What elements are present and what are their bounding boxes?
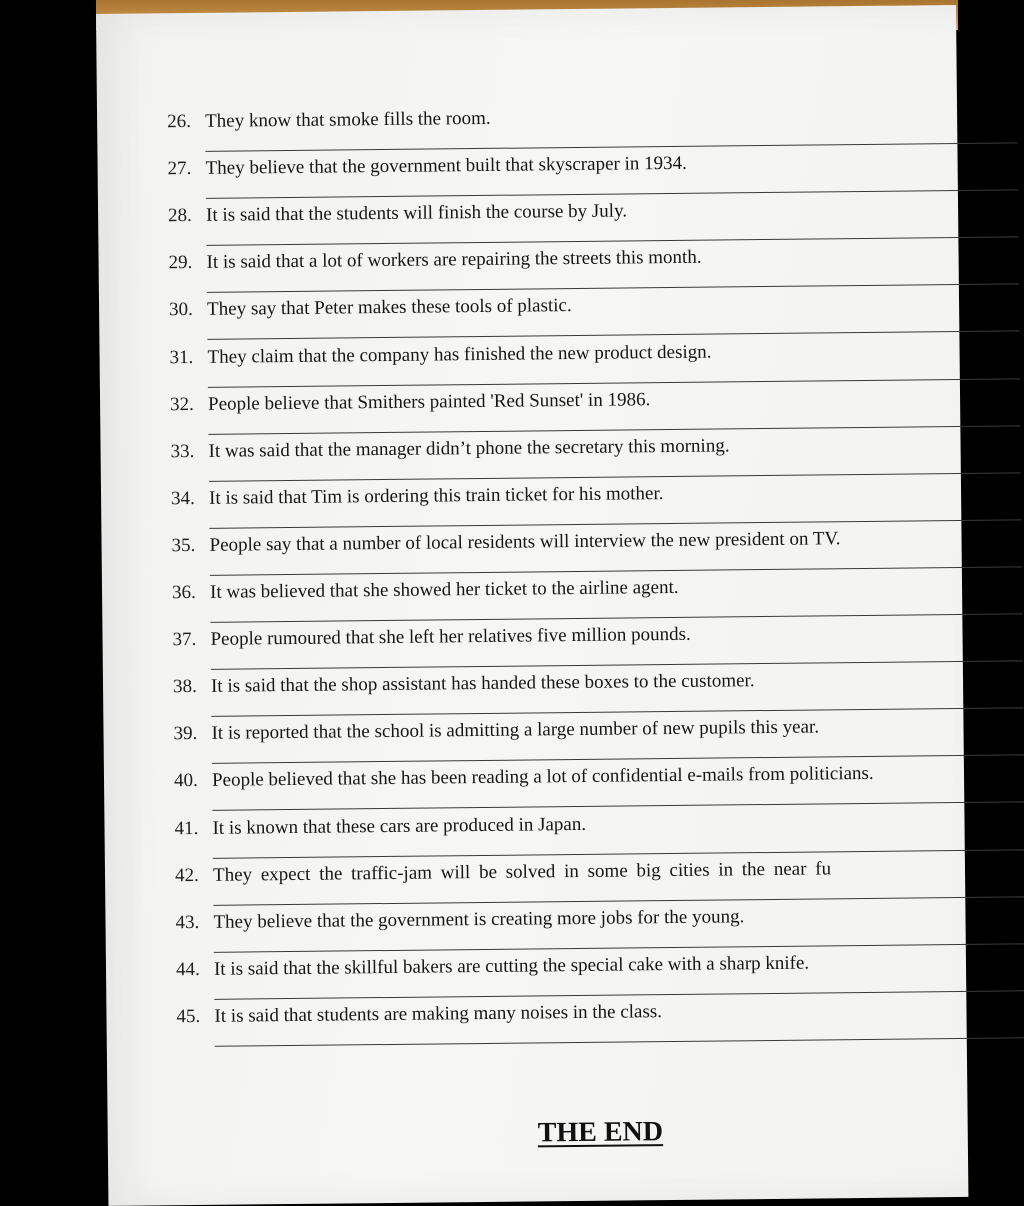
item-sentence: They expect the traffic-jam will be solved in some big cities in the near fu bbox=[212, 857, 832, 886]
answer-line[interactable] bbox=[209, 472, 1021, 482]
exercise-item bbox=[176, 998, 996, 1028]
item-sentence: It is known that these cars are produced in Japan. bbox=[212, 813, 587, 839]
exercise-item bbox=[169, 385, 990, 415]
answer-line[interactable] bbox=[211, 660, 1023, 670]
answer-line[interactable] bbox=[205, 142, 1017, 152]
item-sentence: It is said that Tim is ordering this train ticket for his mother. bbox=[208, 482, 664, 509]
item-number: 34. bbox=[170, 487, 195, 510]
exercise-item bbox=[171, 574, 992, 604]
exercise-item bbox=[173, 715, 993, 745]
exercise-item bbox=[172, 621, 992, 651]
answer-line[interactable] bbox=[212, 802, 1024, 812]
exercise-item bbox=[167, 150, 988, 180]
item-number: 29. bbox=[168, 252, 193, 274]
exercise-item bbox=[168, 244, 989, 274]
exercise-item bbox=[174, 856, 995, 886]
answer-line[interactable] bbox=[206, 237, 1018, 247]
answer-line[interactable] bbox=[207, 331, 1019, 341]
exercise-item bbox=[173, 762, 994, 792]
exercise-item bbox=[175, 950, 996, 981]
item-sentence: People say that a number of local residents will interview the new president on TV. bbox=[209, 528, 841, 556]
exercise-item bbox=[169, 338, 989, 368]
item-number: 42. bbox=[174, 864, 199, 886]
item-sentence: They believe that the government is creating more jobs for the young. bbox=[213, 905, 745, 933]
item-number: 30. bbox=[168, 299, 193, 321]
item-number: 35. bbox=[171, 534, 196, 557]
item-sentence: They know that smoke fills the room. bbox=[205, 107, 491, 132]
exercise-item bbox=[168, 291, 989, 321]
item-number: 41. bbox=[174, 817, 199, 839]
answer-line[interactable] bbox=[212, 755, 1024, 765]
answer-line[interactable] bbox=[208, 425, 1020, 435]
item-sentence: It is said that a lot of workers are repairing the streets this month. bbox=[206, 246, 702, 274]
item-number: 32. bbox=[169, 393, 194, 415]
answer-line[interactable] bbox=[210, 566, 1022, 576]
answer-line[interactable] bbox=[213, 849, 1024, 859]
worksheet-page bbox=[96, 5, 968, 1206]
answer-line[interactable] bbox=[215, 1037, 1024, 1047]
exercise-item bbox=[171, 527, 991, 557]
exercise-item bbox=[170, 479, 991, 510]
item-sentence: People rumoured that she left her relatives five million pounds. bbox=[210, 623, 691, 650]
item-sentence: It is said that the students will finish the course by July. bbox=[206, 200, 628, 227]
item-sentence: It was said that the manager didn’t phone the secretary this morning. bbox=[208, 435, 730, 462]
exercise-item bbox=[175, 903, 995, 933]
exercise-item bbox=[174, 809, 994, 839]
exercise-item bbox=[167, 103, 987, 133]
answer-line[interactable] bbox=[214, 990, 1024, 1000]
item-number: 31. bbox=[169, 346, 194, 368]
exercise-item bbox=[168, 197, 988, 227]
item-number: 45. bbox=[176, 1005, 201, 1028]
answer-line[interactable] bbox=[213, 896, 1024, 906]
answer-line[interactable] bbox=[206, 189, 1018, 199]
item-sentence: It is said that the shop assistant has handed these boxes to the customer. bbox=[210, 670, 755, 698]
item-number: 28. bbox=[168, 205, 192, 227]
item-number: 33. bbox=[170, 440, 195, 462]
item-number: 43. bbox=[175, 911, 200, 933]
item-sentence: People believed that she has been reading a lot of confidential e-mails from politicians. bbox=[211, 763, 874, 792]
item-sentence: It is reported that the school is admitting a large number of new pupils this year. bbox=[211, 716, 820, 745]
item-number: 39. bbox=[173, 723, 198, 745]
item-sentence: It is said that the skillful bakers are cutting the special cake with a sharp knife. bbox=[213, 952, 810, 980]
answer-line[interactable] bbox=[208, 378, 1020, 388]
item-sentence: It was believed that she showed her ticket to the airline agent. bbox=[209, 576, 679, 603]
item-number: 27. bbox=[167, 158, 192, 180]
item-sentence: They claim that the company has finished the new product design. bbox=[207, 341, 712, 368]
answer-line[interactable] bbox=[210, 613, 1022, 623]
item-number: 37. bbox=[172, 629, 197, 651]
answer-line[interactable] bbox=[209, 519, 1021, 529]
item-number: 44. bbox=[175, 958, 200, 981]
answer-line[interactable] bbox=[207, 284, 1019, 294]
item-number: 40. bbox=[173, 770, 198, 792]
item-number: 26. bbox=[167, 111, 191, 133]
exercise-item bbox=[170, 432, 990, 462]
item-sentence: People believe that Smithers painted 'Red Sunset' in 1986. bbox=[207, 388, 651, 415]
item-number: 38. bbox=[172, 676, 197, 698]
answer-line[interactable] bbox=[211, 708, 1023, 718]
end-heading: THE END bbox=[537, 1116, 664, 1149]
item-sentence: They say that Peter makes these tools of plastic. bbox=[206, 295, 572, 321]
item-sentence: They believe that the government built that skyscraper in 1934. bbox=[205, 152, 687, 179]
item-sentence: It is said that students are making many noises in the class. bbox=[214, 1001, 663, 1027]
exercise-item bbox=[172, 668, 993, 698]
item-number: 36. bbox=[171, 581, 196, 604]
answer-line[interactable] bbox=[214, 943, 1024, 953]
